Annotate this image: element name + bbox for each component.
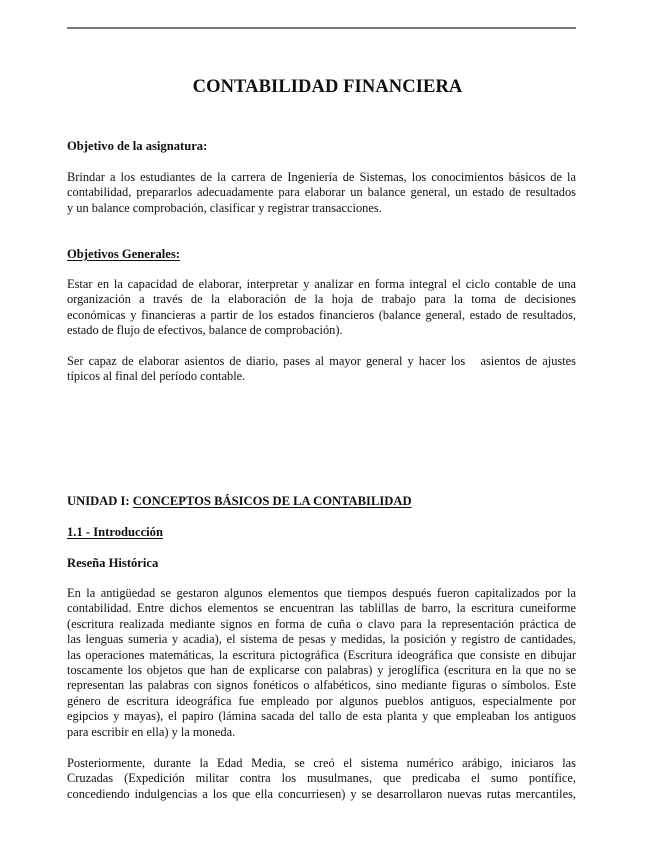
header-rule [67, 27, 576, 29]
resena-historica-heading: Reseña Histórica [67, 556, 159, 570]
text-line: estado de flujo de efectivos, balance de comprobación). [67, 323, 343, 338]
text-line: género de escritura ideográfica fue empleado por algunos pueblos antiguos, especialmente por [67, 693, 576, 708]
text-line: contabilidad. Entre dichos elementos se encuentran las tablillas de barro, la escritura cuneiforme [67, 601, 576, 616]
text-line: concediendo indulgencias a los que ella concurriesen) y se desarrollaron nuevas rutas mercantiles, [67, 786, 576, 801]
objetivos-generales-paragraph-2 [67, 354, 576, 385]
text-line: representan las palabras con signos fonéticos o alfabéticos, sino mediante figuras o símbolos. Este [67, 678, 576, 693]
unidad-prefix: UNIDAD I: [67, 494, 133, 508]
objetivos-generales-heading: Objetivos Generales: [67, 247, 180, 261]
text-line: (escritura realizada mediante signos en forma de cuña o clavo para la representación práctica de [67, 616, 576, 631]
text-line: Estar en la capacidad de elaborar, interpretar y analizar en forma integral el ciclo contable de una [67, 277, 576, 291]
unidad-title: CONCEPTOS BÁSICOS DE LA CONTABILIDAD [132, 494, 412, 508]
objetivo-asignatura-paragraph [67, 170, 576, 216]
resena-paragraph-1 [67, 586, 576, 740]
unidad-heading [67, 494, 412, 509]
text-line: para escribir en ella) y la moneda. [67, 724, 236, 739]
text-line: y un balance comprobación, clasificar y registrar transacciones. [67, 200, 382, 215]
text-line: toscamente los objetos que han de explicarse con palabras) y jeroglífica (escritura en la que no se [67, 662, 576, 677]
text-line: egipcios y mayas), el papiro (lámina sacada del tallo de esta planta y que empleaban los antiguos [67, 709, 576, 724]
text-line: Ser capaz de elaborar asientos de diario, pases al mayor general y hacer los asientos de ajustes [67, 354, 576, 368]
text-line: las operaciones matemáticas, la escritura pictográfica (Escritura ideográfica que consiste en dibujar [67, 647, 576, 662]
text-line: económicas y financieras a partir de los estados financieros (balance general, estado de resultados, [67, 307, 576, 322]
introduccion-subheading: 1.1 - Introducción [67, 525, 163, 539]
text-line: Posteriormente, durante la Edad Media, se creó el sistema numérico arábigo, iniciaros las [67, 756, 576, 770]
text-line: contabilidad, prepararlos adecuadamente para elaborar un balance general, un estado de resultados [67, 185, 576, 200]
text-line: En la antigüedad se gestaron algunos elementos que tiempos después fueron capitalizados por la [67, 586, 576, 600]
text-line: Brindar a los estudiantes de la carrera de Ingeniería de Sistemas, los conocimientos básicos de la [67, 170, 576, 184]
text-line: Cruzadas (Expedición militar contra los musulmanes, que predicaba el sumo pontífice, [67, 771, 576, 786]
text-line: las lenguas sumeria y acadia), el sistema de pesas y medidas, la posición y registro de cantidades, [67, 632, 576, 647]
text-line: típicos al final del período contable. [67, 369, 246, 384]
objetivos-generales-paragraph-1 [67, 277, 576, 339]
objetivo-asignatura-heading: Objetivo de la asignatura: [67, 139, 208, 153]
resena-paragraph-2 [67, 756, 576, 802]
document-title: CONTABILIDAD FINANCIERA [192, 77, 463, 97]
text-line: organización a través de la elaboración de la hoja de trabajo para la toma de decisiones [67, 292, 576, 307]
